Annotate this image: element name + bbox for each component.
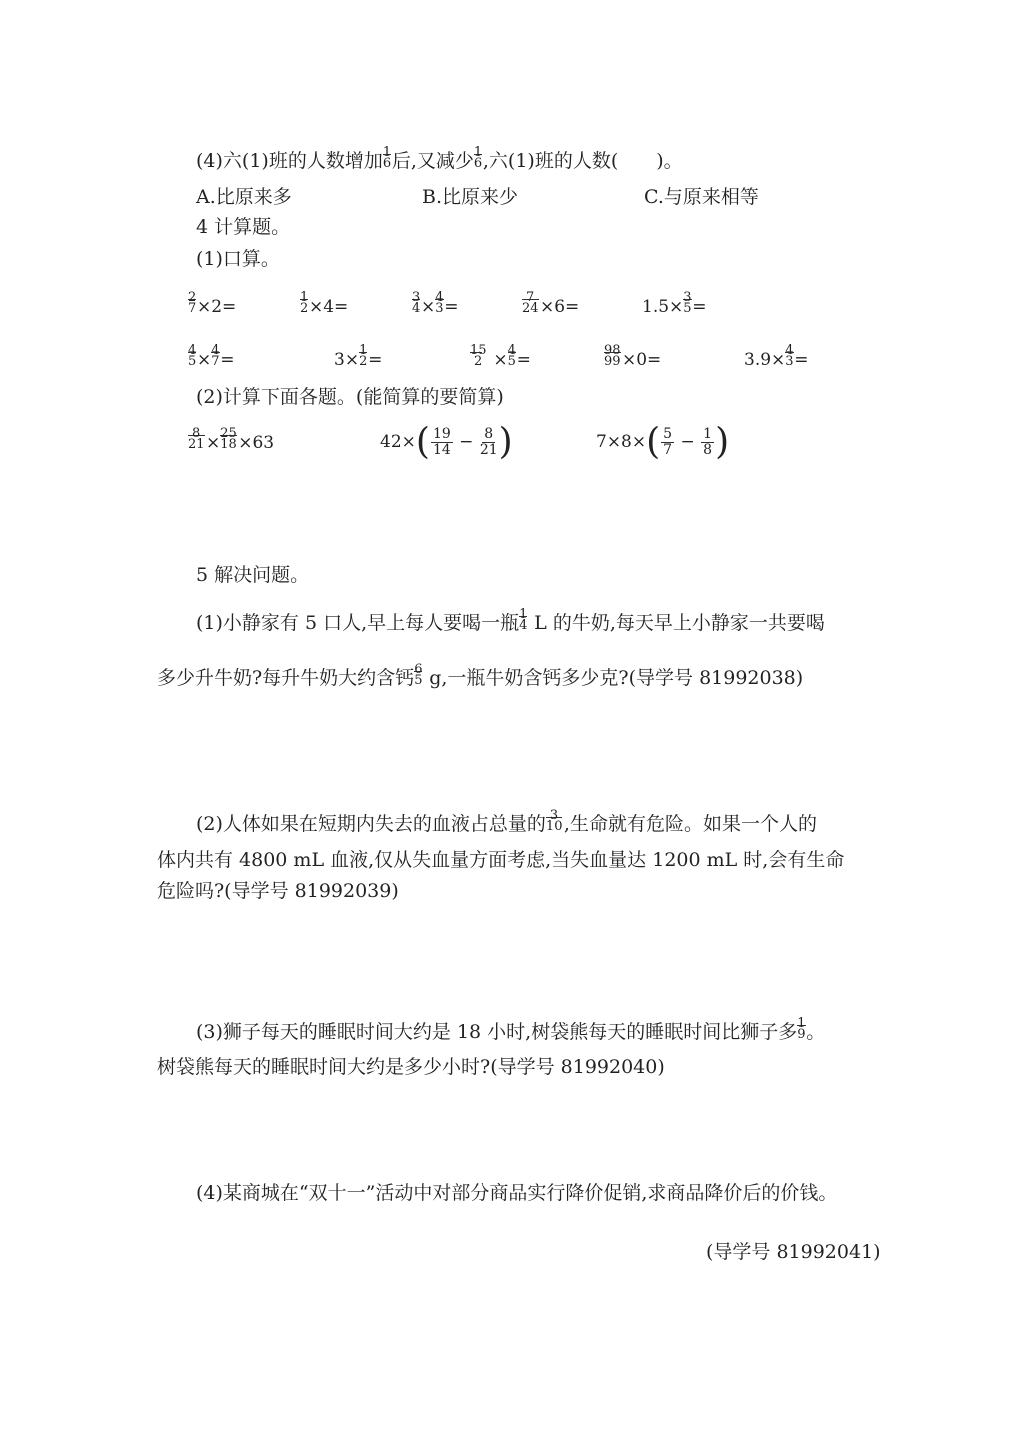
oral-rest: = (368, 350, 383, 370)
oral-item: 3 4× 4 3= (412, 290, 459, 317)
problem-3-line-2: 树袋熊每天的睡眠时间大约是多少小时?(导学号 81992040) (157, 1056, 665, 1078)
frac-den: 6 (473, 156, 483, 171)
oral-item (642, 290, 707, 320)
frac-den: 5 (414, 673, 423, 688)
oral-rest: = (220, 350, 235, 370)
expr-pre: 7×8× (596, 432, 647, 452)
oral-item (604, 343, 662, 373)
frac-num: 4 (188, 343, 197, 358)
frac-num: 4 (507, 343, 516, 358)
frac-den: 2 (470, 352, 482, 369)
problem-4-ref: (导学号 81992041) (706, 1241, 881, 1263)
frac-num: 1 (703, 426, 713, 442)
text: L 的牛奶,每天早上小静家一共要喝 (528, 612, 825, 634)
frac-den: 6 (382, 156, 392, 171)
oral-rest: = (444, 297, 459, 317)
frac-num: 7 (526, 290, 535, 305)
frac-num: 25 (220, 426, 237, 441)
frac-den: 2 (359, 354, 368, 369)
frac-den: 18 (220, 437, 237, 452)
expr-pre: 42× (380, 432, 416, 452)
frac-num: 3 (683, 290, 692, 305)
frac-num: 1 (359, 343, 368, 358)
frac-num: 8 (192, 426, 201, 441)
frac-den: 3 (785, 354, 794, 369)
text: (3)狮子每天的睡眠时间大约是 18 小时,树袋熊每天的睡眠时间比狮子多 (196, 1021, 798, 1043)
frac-num: 1 (519, 607, 528, 622)
oral-rest: = (692, 297, 707, 317)
frac-den: 2 (300, 301, 309, 316)
problem-1-line-2 (157, 662, 804, 692)
oral-rest: ×0= (622, 350, 662, 370)
text: g,一瓶牛奶含钙多少克?(导学号 81992038) (423, 667, 804, 689)
frac-num: 98 (604, 343, 621, 358)
frac-num: 1 (300, 290, 309, 305)
section-4-title: 4 计算题。 (196, 216, 291, 238)
oral-rest: = (794, 350, 809, 370)
q4-stem (196, 145, 683, 175)
frac-den: 14 (432, 442, 451, 458)
frac-num: 2 (188, 290, 197, 305)
problem-1-line-1 (196, 607, 825, 637)
frac-den: 5 (683, 301, 692, 316)
frac-num: 8 (484, 426, 494, 442)
oral-item (300, 290, 349, 320)
frac-den: 5 (507, 354, 516, 369)
expression-3: 7×8×( $\frac{5}{7}$ − $\frac{1}{8}$ ) (596, 421, 730, 463)
problem-3-line-1 (196, 1016, 826, 1046)
oral-pre: 3× (334, 350, 360, 370)
fraction (382, 145, 392, 175)
section-4-sub1: (1)口算。 (196, 248, 280, 270)
expression-2: 42×( $\frac{19}{14}$ − $\frac{8}{21}$ ) (380, 421, 513, 463)
frac-den: 21 (188, 437, 205, 452)
frac-den: 7 (211, 354, 220, 369)
frac-den: 4 (412, 301, 421, 316)
text: 。 (806, 1021, 826, 1043)
frac-num: 4 (211, 343, 220, 358)
expression-1: 8 21× 25 18×63 (188, 426, 275, 453)
oral-item (744, 343, 809, 373)
text: (2)人体如果在短期内失去的血液占总量的 (196, 813, 546, 835)
oral-item: 4 5× 4 7= (188, 343, 235, 370)
option-b[interactable]: B.比原来少 (422, 186, 519, 208)
q4-mid: 后,又减少 (391, 150, 474, 172)
oral-item (334, 343, 383, 373)
frac-den: 9 (797, 1027, 806, 1042)
frac-den: 24 (522, 301, 539, 316)
frac-den: 99 (604, 354, 621, 369)
oral-rest: ×2= (197, 297, 237, 317)
frac-den: 7 (663, 442, 673, 458)
frac-den: 7 (188, 301, 197, 316)
frac-num: 6 (414, 662, 423, 677)
oral-item (188, 290, 237, 320)
frac-num: 15 (470, 343, 487, 358)
option-a[interactable]: A.比原来多 (196, 186, 292, 208)
oral-item: 15 2 × 4 5= (470, 343, 531, 370)
q4-suffix: ,六(1)班的人数( )。 (482, 150, 683, 172)
problem-2-line-3: 危险吗?(导学号 81992039) (157, 880, 399, 902)
frac-den: 10 (545, 819, 563, 834)
problem-4-line-1: (4)某商城在“双十一”活动中对部分商品实行降价促销,求商品降价后的价钱。 (196, 1182, 838, 1204)
text: ,生命就有危险。如果一个人的 (563, 813, 817, 835)
section-5-title: 5 解决问题。 (196, 564, 310, 586)
oral-pre: 1.5× (642, 297, 684, 317)
option-c[interactable]: C.与原来相等 (644, 186, 759, 208)
fraction (473, 145, 483, 175)
oral-rest: = (516, 350, 531, 370)
frac-num: 3 (549, 808, 559, 823)
frac-num: 4 (435, 290, 444, 305)
text: (1)小静家有 5 口人,早上每人要喝一瓶 (196, 612, 520, 634)
expr-tail: ×63 (238, 433, 275, 453)
frac-num: 3 (412, 290, 421, 305)
frac-den: 8 (703, 442, 713, 458)
oral-rest: ×4= (309, 297, 349, 317)
frac-den: 5 (188, 354, 197, 369)
frac-den: 3 (435, 301, 444, 316)
frac-num: 5 (663, 426, 673, 442)
q4-prefix: (4)六(1)班的人数增加 (196, 150, 383, 172)
frac-den: 4 (519, 618, 528, 633)
frac-num: 19 (432, 426, 451, 442)
section-4-sub2: (2)计算下面各题。(能简算的要简算) (196, 386, 504, 408)
oral-pre: 3.9× (744, 350, 786, 370)
text: 多少升牛奶?每升牛奶大约含钙 (157, 667, 415, 689)
oral-item (522, 290, 580, 320)
problem-2-line-2: 体内共有 4800 mL 血液,仅从失血量方面考虑,当失血量达 1200 mL 时,会有生命 (157, 849, 845, 871)
frac-num: 1 (797, 1016, 806, 1031)
frac-num: 4 (785, 343, 794, 358)
problem-2-line-1 (196, 808, 817, 838)
frac-num: 1 (473, 145, 483, 160)
oral-rest: ×6= (540, 297, 580, 317)
frac-den: 21 (479, 442, 498, 458)
frac-num: 1 (382, 145, 392, 160)
